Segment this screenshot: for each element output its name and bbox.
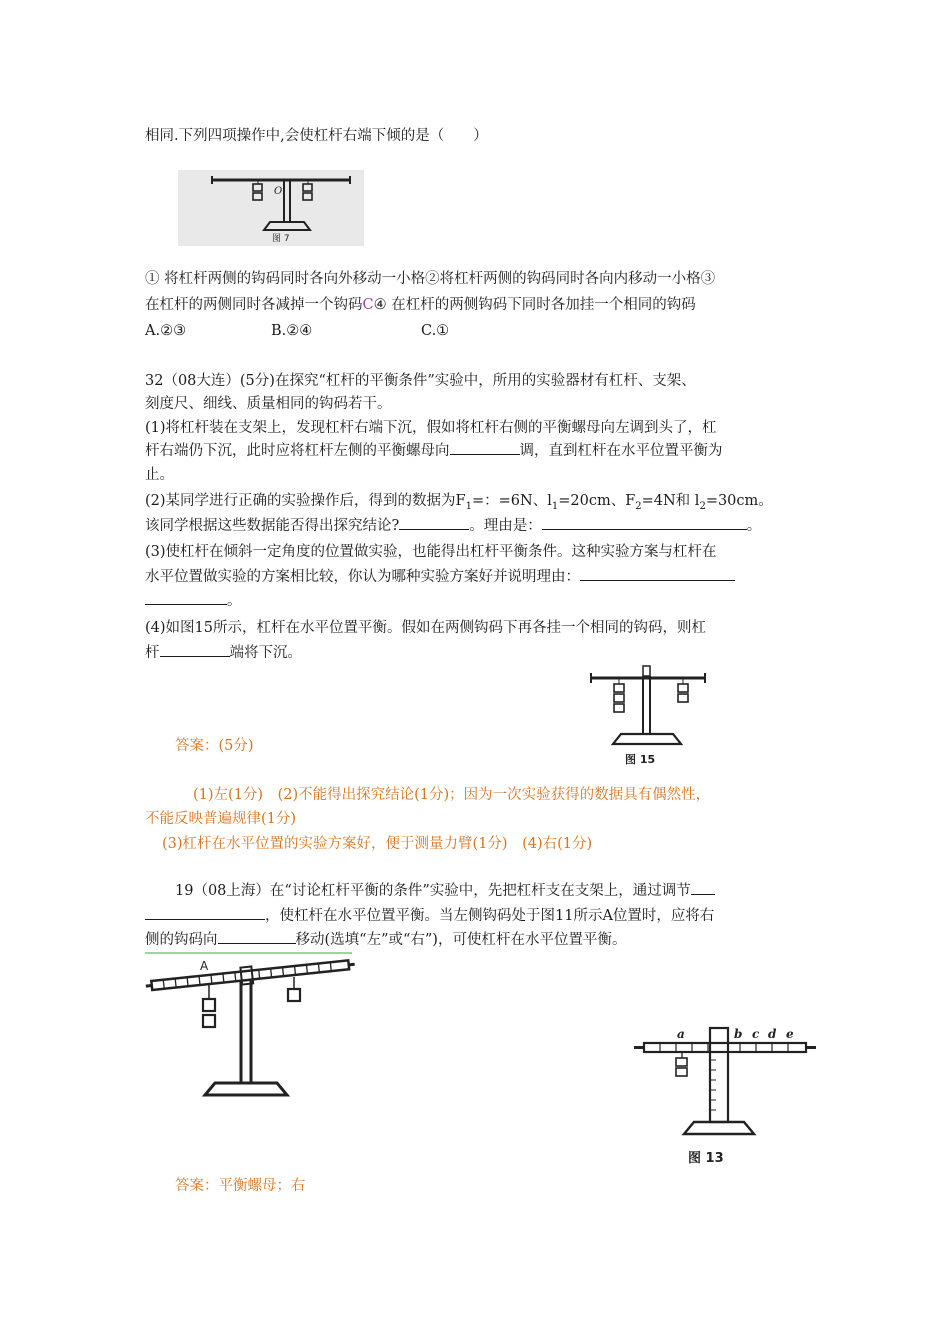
q32-line-9: [145, 566, 735, 588]
q19-line-3-a: 侧的钩码向: [145, 932, 218, 948]
q19-line-1: [175, 880, 715, 902]
answer-32-line-2: 不能反映普遍规律(1分): [145, 811, 297, 827]
q19-line-2-text: ，使杠杆在水平位置平衡。当左侧钩码处于图11所示A位置时，应将右: [265, 908, 715, 924]
answer-32-line-3: (3)杠杆在水平位置的实验方案好，便于测量力臂(1分) (4)右(1分): [162, 836, 593, 852]
option-4-text: ④ 在杠杆的两侧钩码下同时各加挂一个相同的钩码: [373, 297, 696, 313]
q32-line-5: 止。: [145, 467, 174, 483]
q32-line-2: 刻度尺、细线、质量相同的钩码若干。: [145, 396, 392, 412]
q19-line-3: [145, 929, 626, 951]
label-a: a: [677, 1027, 685, 1041]
label-c: c: [752, 1027, 760, 1041]
blank-4[interactable]: [580, 566, 735, 581]
q32-line-1: 32（08大连）(5分)在探究“杠杆的平衡条件”实验中，所用的实验器材有杠杆、支架、: [145, 373, 696, 389]
label-b: b: [734, 1027, 743, 1041]
q32-line-6-c: =20cm、F: [558, 493, 636, 509]
q32-line-7-b: 。理由是：: [469, 518, 542, 534]
answer-19: 答案：平衡螺母；右: [175, 1178, 306, 1194]
option-c-marker: C: [362, 297, 374, 313]
blank-4-cont[interactable]: [145, 590, 227, 605]
question-intro: 相同.下列四项操作中,会使杠杆右端下倾的是（ ）: [145, 128, 488, 144]
sub-f1: 1: [465, 500, 472, 512]
blank-2[interactable]: [399, 515, 469, 530]
figure-13-caption: 图 13: [688, 1151, 724, 1166]
q32-line-12-b: 端将下沉。: [229, 645, 302, 661]
q32-line-7: [145, 515, 761, 537]
lever-diagram-fig7: [178, 170, 364, 246]
q19-line-2: [145, 905, 714, 927]
blank-6[interactable]: [691, 880, 715, 895]
options-line-2: [145, 294, 696, 316]
q32-line-7-a: 该同学根据这些数据能否得出探究结论?: [145, 518, 400, 534]
pivot-label: O: [274, 186, 283, 197]
q32-line-6-a: (2)某同学进行正确的实验操作后，得到的数据为F: [145, 493, 466, 509]
figure-7: [178, 170, 364, 246]
blank-3[interactable]: [542, 515, 747, 530]
lever-diagram-fig11: [143, 955, 358, 1120]
q32-line-7-c: 。: [746, 518, 762, 534]
q32-line-6-d: =4N和 l: [641, 493, 700, 509]
sub-f2: 2: [635, 500, 642, 512]
q32-line-9-text: 水平位置做实验的方案相比较，你认为哪种实验方案好并说明理由：: [145, 569, 580, 585]
figure-7-caption: 图 7: [272, 234, 290, 244]
answer-32-title: 答案：(5分): [175, 738, 254, 754]
position-a-label: A: [200, 959, 209, 973]
figure-15-caption: 图 15: [625, 753, 656, 766]
q32-line-11: (4)如图15所示，杠杆在水平位置平衡。假如在两侧钩码下再各挂一个相同的钩码，则杠: [145, 620, 706, 636]
blank-5[interactable]: [160, 642, 230, 657]
choice-b: B.②④: [271, 323, 313, 339]
choice-c: C.①: [421, 323, 450, 339]
option-3-text: 在杠杆的两侧同时各减掉一个钩码: [145, 297, 363, 313]
blank-7[interactable]: [218, 929, 296, 944]
blank-1[interactable]: [450, 440, 520, 455]
lever-diagram-fig13: [630, 1020, 820, 1170]
q32-line-12: [145, 642, 302, 664]
choice-a: A.②③: [145, 323, 187, 339]
q32-line-4-start: 杆右端仍下沉，此时应将杠杆左侧的平衡螺母向: [145, 443, 450, 459]
sub-l2: 2: [699, 500, 706, 512]
q32-line-8: (3)使杠杆在倾斜一定角度的位置做实验，也能得出杠杆平衡条件。这种实验方案与杠杆在: [145, 544, 717, 560]
divider-line: [145, 952, 352, 954]
sub-l1: 1: [551, 500, 559, 512]
q19-line-3-b: 移动(选填“左”或“右”)，可使杠杆在水平位置平衡。: [295, 932, 627, 948]
q32-line-6: [145, 490, 773, 518]
q32-line-10: [145, 590, 242, 612]
q32-line-4: [145, 440, 723, 462]
label-e: e: [786, 1027, 794, 1041]
figure-11: [143, 955, 358, 1120]
q32-line-10-end: 。: [227, 593, 242, 609]
q32-line-6-e: =30cm。: [705, 493, 773, 509]
q19-line-1-text: 19（08上海）在“讨论杠杆平衡的条件”实验中，先把杠杆支在支架上，通过调节: [175, 883, 691, 899]
q32-line-4-end: 调，直到杠杆在水平位置平衡为: [519, 443, 723, 459]
lever-diagram-fig15: [585, 662, 715, 772]
q32-line-12-a: 杆: [145, 645, 160, 661]
figure-15: [585, 662, 715, 772]
figure-13: [630, 1020, 820, 1170]
options-line-1: ① 将杠杆两侧的钩码同时各向外移动一小格②将杠杆两侧的钩码同时各向内移动一小格③: [145, 271, 716, 287]
answer-32-line-1: (1)左(1分) (2)不能得出探究结论(1分)；因为一次实验获得的数据具有偶然性，: [193, 787, 711, 803]
blank-6-cont[interactable]: [145, 905, 265, 920]
q32-line-3: (1)将杠杆装在支架上，发现杠杆右端下沉，假如将杠杆右侧的平衡螺母向左调到头了，杠: [145, 420, 717, 436]
label-d: d: [768, 1027, 777, 1041]
q32-line-6-b: =：=6N、l: [471, 493, 552, 509]
